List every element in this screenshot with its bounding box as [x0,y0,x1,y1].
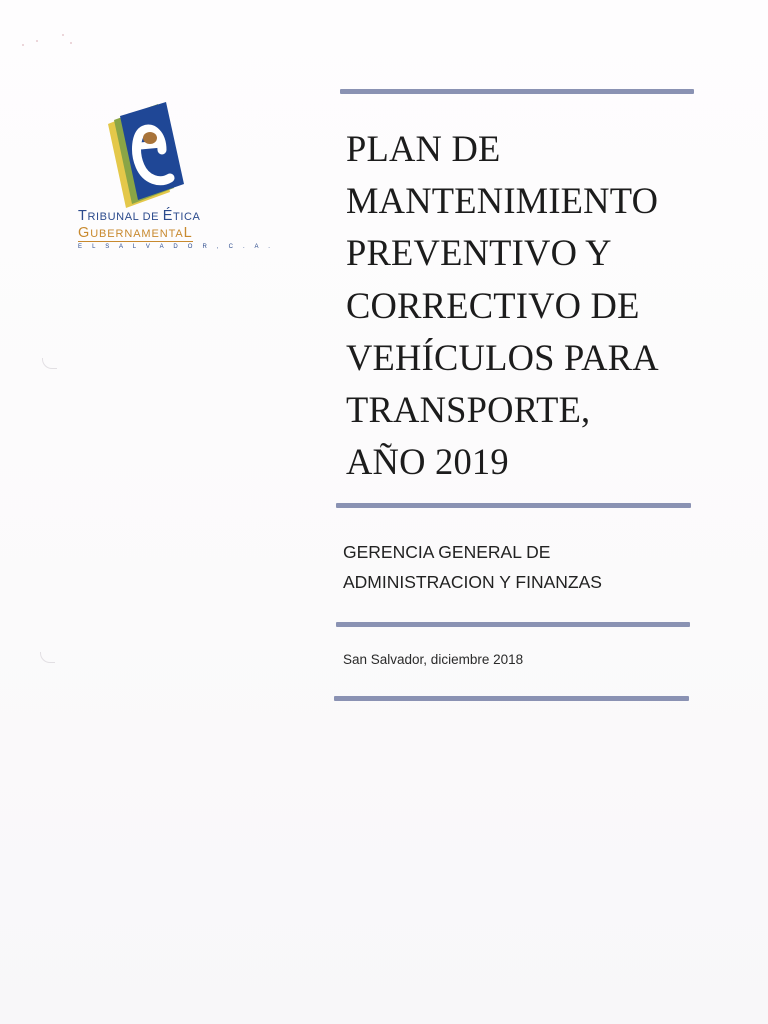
punch-hole-mark [42,358,57,369]
document-title: PLAN DE MANTENIMIENTO PREVENTIVO Y CORRECTIVO DE VEHÍCULOS PARA TRANSPORTE, AÑO 2019 [346,128,659,483]
scan-speck [70,42,72,44]
logo-emblem-icon [104,100,194,210]
place-date: San Salvador, diciembre 2018 [343,652,524,667]
scan-speck [36,40,38,42]
divider-rule [340,89,694,94]
organization-logo [78,100,275,250]
department-name: GERENCIA GENERAL DE ADMINISTRACION Y FINANZAS [343,542,602,592]
logo-org-name-line1: TRIBUNAL DE ÉTICA [78,208,201,224]
punch-hole-mark [40,652,55,663]
divider-rule [336,622,690,627]
divider-rule [336,503,691,508]
logo-country-line: E L S A L V A D O R , C . A . [78,244,275,250]
divider-rule [334,696,689,701]
logo-org-name-line2: GUBERNAMENTAL [78,225,193,241]
scan-speck [62,34,64,36]
scan-speck [22,44,24,46]
